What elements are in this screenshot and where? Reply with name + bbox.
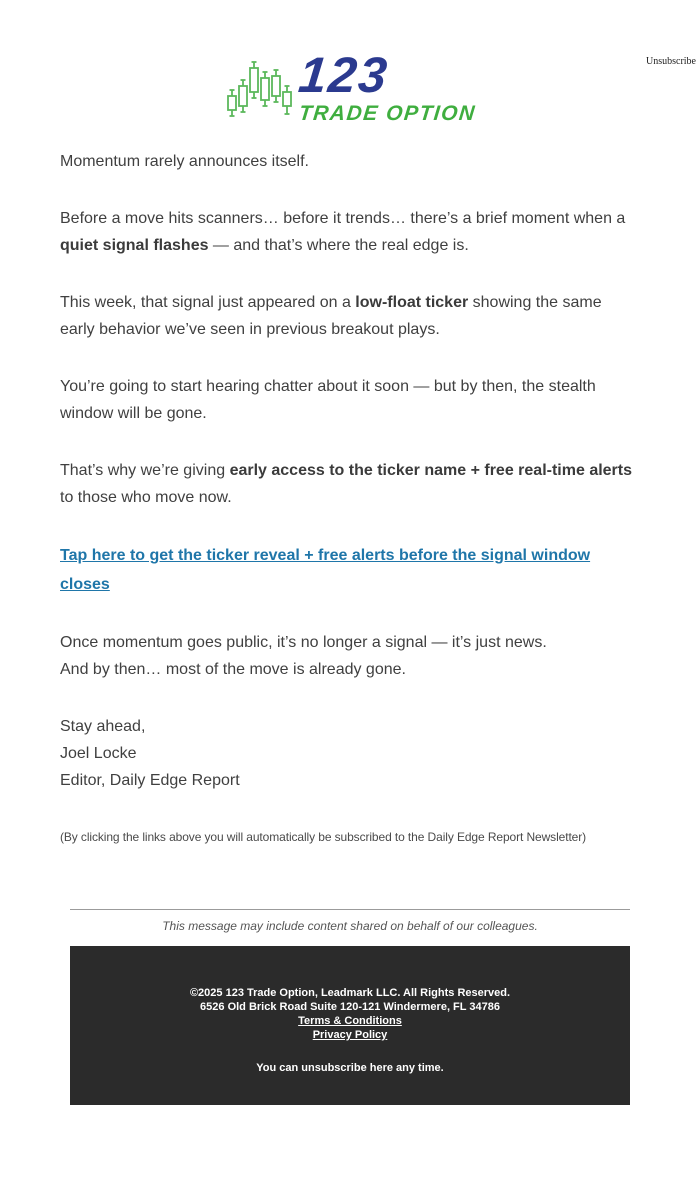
footer-unsubscribe-note: You can unsubscribe here any time. (256, 1062, 444, 1074)
logo-name: TRADE OPTION (297, 102, 477, 125)
colleague-note: This message may include content shared on behalf of our colleagues. (162, 919, 538, 933)
signoff: Stay ahead, Joel Locke Editor, Daily Edge Report (60, 718, 240, 789)
footer (70, 946, 630, 1105)
cta-paragraph (60, 541, 640, 599)
brand-logo (0, 47, 700, 125)
unsubscribe-link[interactable]: Unsubscribe (646, 56, 696, 67)
privacy-link[interactable]: Privacy Policy (312, 1029, 388, 1041)
subscribe-disclaimer: (By clicking the links above you will automatically be subscribed to the Daily Edge Report Newsletter) (60, 830, 587, 844)
footer-copyright: ©2025 123 Trade Option, Leadmark LLC. All Rights Reserved. (189, 987, 511, 999)
email-body (60, 148, 640, 851)
paragraph-quiet-signal: Before a move hits scanners… before it trends… there’s a brief moment when a quiet signal flashes — and that’s where the real edge is. (60, 210, 626, 254)
ticker-reveal-link[interactable]: Tap here to get the ticker reveal + free alerts before the signal window closes (60, 547, 591, 593)
logo-number: 123 (295, 47, 392, 103)
divider (70, 909, 630, 910)
paragraph-early-access: That’s why we’re giving early access to the ticker name + free real-time alerts to those who move now. (60, 462, 633, 506)
terms-link[interactable]: Terms & Conditions (298, 1015, 402, 1027)
paragraph-just-news: Once momentum goes public, it’s no longer a signal — it’s just news. And by then… most of the move is already gone. (60, 634, 547, 678)
candlestick-chart-icon (225, 60, 293, 122)
paragraph-momentum: Momentum rarely announces itself. (60, 153, 309, 170)
paragraph-low-float: This week, that signal just appeared on a low-float ticker showing the same early behavior we’ve seen in previous breakout plays. (60, 294, 602, 338)
footer-address: 6526 Old Brick Road Suite 120-121 Windermere, FL 34786 (200, 1001, 500, 1013)
paragraph-stealth-window: You’re going to start hearing chatter about it soon — but by then, the stealth window will be gone. (60, 378, 596, 422)
